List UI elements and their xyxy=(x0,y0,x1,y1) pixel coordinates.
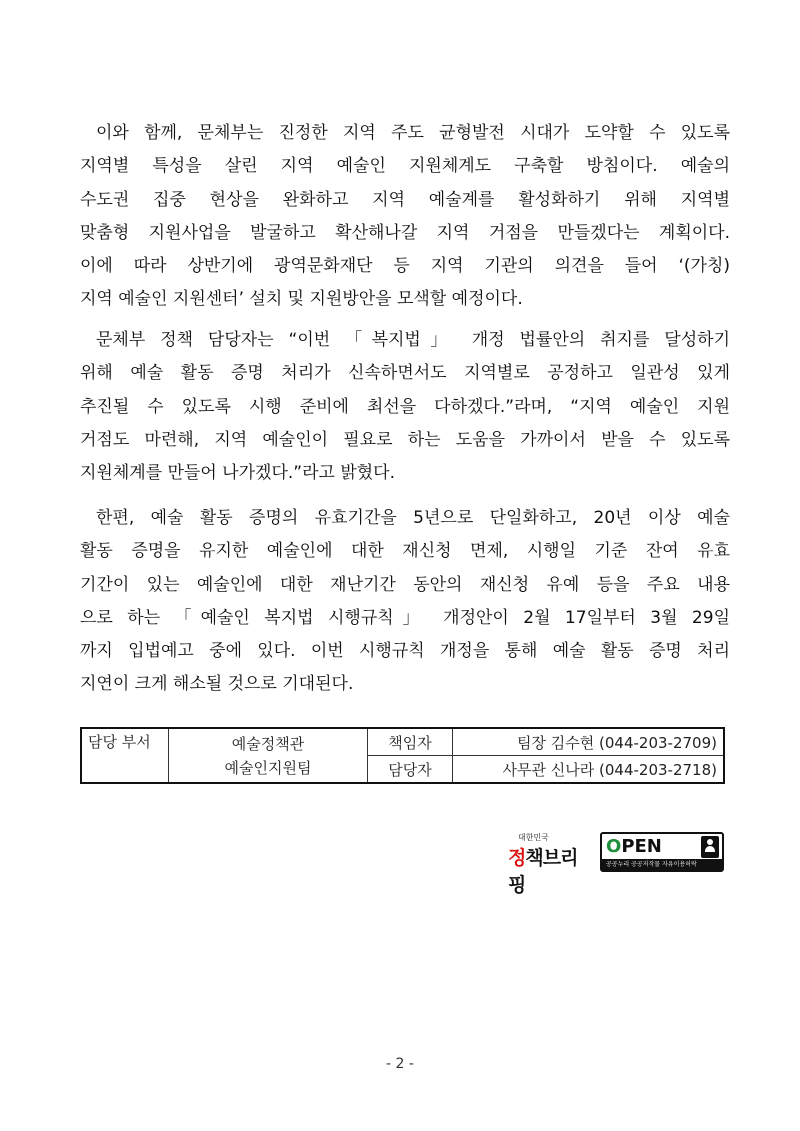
paragraph-line: 이와 함께, 문체부는 진정한 지역 주도 균형발전 시대가 도약할 수 있도록 xyxy=(96,123,730,143)
person-cell: 팀장 김수현 (044-203-2709) xyxy=(453,728,725,756)
paragraph-3 xyxy=(80,502,730,702)
dept-label: 담당 부서 xyxy=(81,728,169,783)
kogl-open-logo xyxy=(600,832,724,872)
paragraph-line: 수도권 집중 현상을 완화하고 지역 예술계를 활성화하기 위해 지역별 xyxy=(80,189,730,210)
open-subtext: 공공누리 공공저작물 자유이용허락 xyxy=(602,859,722,870)
contact-table xyxy=(80,727,725,784)
dept-name-line1: 예술정책관 xyxy=(231,734,305,753)
paragraph-line: 위해 예술 활동 증명 처리가 신속하면서도 지역별로 공정하고 일관성 있게 xyxy=(80,363,730,384)
paragraph-line: 지원체계를 만들어 나가겠다.”라고 밝혔다. xyxy=(80,463,395,484)
policy-briefing-logo-black: 책브리핑 xyxy=(508,847,578,896)
open-wordmark-o: O xyxy=(606,836,622,857)
paragraph-line: 맞춤형 지원사업을 발굴하고 확산해나갈 지역 거점을 만들겠다는 계획이다. xyxy=(80,222,730,243)
paragraph-line: 지연이 크게 해소될 것으로 기대된다. xyxy=(80,674,354,695)
paragraph-line: 이에 따라 상반기에 광역문화재단 등 지역 기관의 의견을 들어 ‘(가칭) xyxy=(80,256,730,277)
person-cell: 사무관 신나라 (044-203-2718) xyxy=(453,756,725,784)
paragraph-2 xyxy=(80,324,730,490)
open-wordmark xyxy=(606,836,662,857)
paragraph-line: 거점도 마련해, 지역 예술인이 필요로 하는 도움을 가까이서 받을 수 있도록 xyxy=(80,429,730,450)
paragraph-line: 기간이 있는 예술인에 대한 재난기간 동안의 재신청 유예 등을 주요 내용 xyxy=(80,574,730,595)
paragraph-line: 문체부 정책 담당자는 “이번 「복지법」 개정 법률안의 취지를 달성하기 xyxy=(96,330,730,350)
paragraph-line: 지역 예술인 지원센터’ 설치 및 지원방안을 모색할 예정이다. xyxy=(80,289,523,310)
logos xyxy=(508,832,724,896)
policy-briefing-logo-main xyxy=(508,843,594,897)
table-row xyxy=(81,728,724,756)
role-cell: 담당자 xyxy=(368,756,453,784)
paragraph-line: 활동 증명을 유지한 예술인에 대한 재신청 면제, 시행일 기준 잔여 유효 xyxy=(80,541,730,562)
open-wordmark-rest: PEN xyxy=(621,836,662,857)
paragraph-1 xyxy=(80,117,730,317)
paragraph-line: 추진될 수 있도록 시행 준비에 최선을 다하겠다.”라며, “지역 예술인 지원 xyxy=(80,396,730,417)
paragraph-line: 으로 하는 「예술인 복지법 시행규칙」 개정안이 2월 17일부터 3월 29일 xyxy=(80,607,730,628)
policy-briefing-logo-red: 정 xyxy=(508,847,526,869)
policy-briefing-logo-small: 대한민국 xyxy=(518,833,549,842)
dept-name-line2: 예술인지원팀 xyxy=(224,758,312,777)
dept-name xyxy=(169,728,368,783)
paragraph-line: 지역별 특성을 살린 지역 예술인 지원체계도 구축할 방침이다. 예술의 xyxy=(80,156,730,177)
role-cell: 책임자 xyxy=(368,728,453,756)
policy-briefing-logo xyxy=(508,832,594,896)
attribution-icon xyxy=(701,836,719,858)
paragraph-line: 한편, 예술 활동 증명의 유효기간을 5년으로 단일화하고, 20년 이상 예술 xyxy=(96,508,730,528)
paragraph-line: 까지 입법예고 중에 있다. 이번 시행규칙 개정을 통해 예술 활동 증명 처리 xyxy=(80,641,730,662)
page-number: - 2 - xyxy=(386,1056,414,1072)
